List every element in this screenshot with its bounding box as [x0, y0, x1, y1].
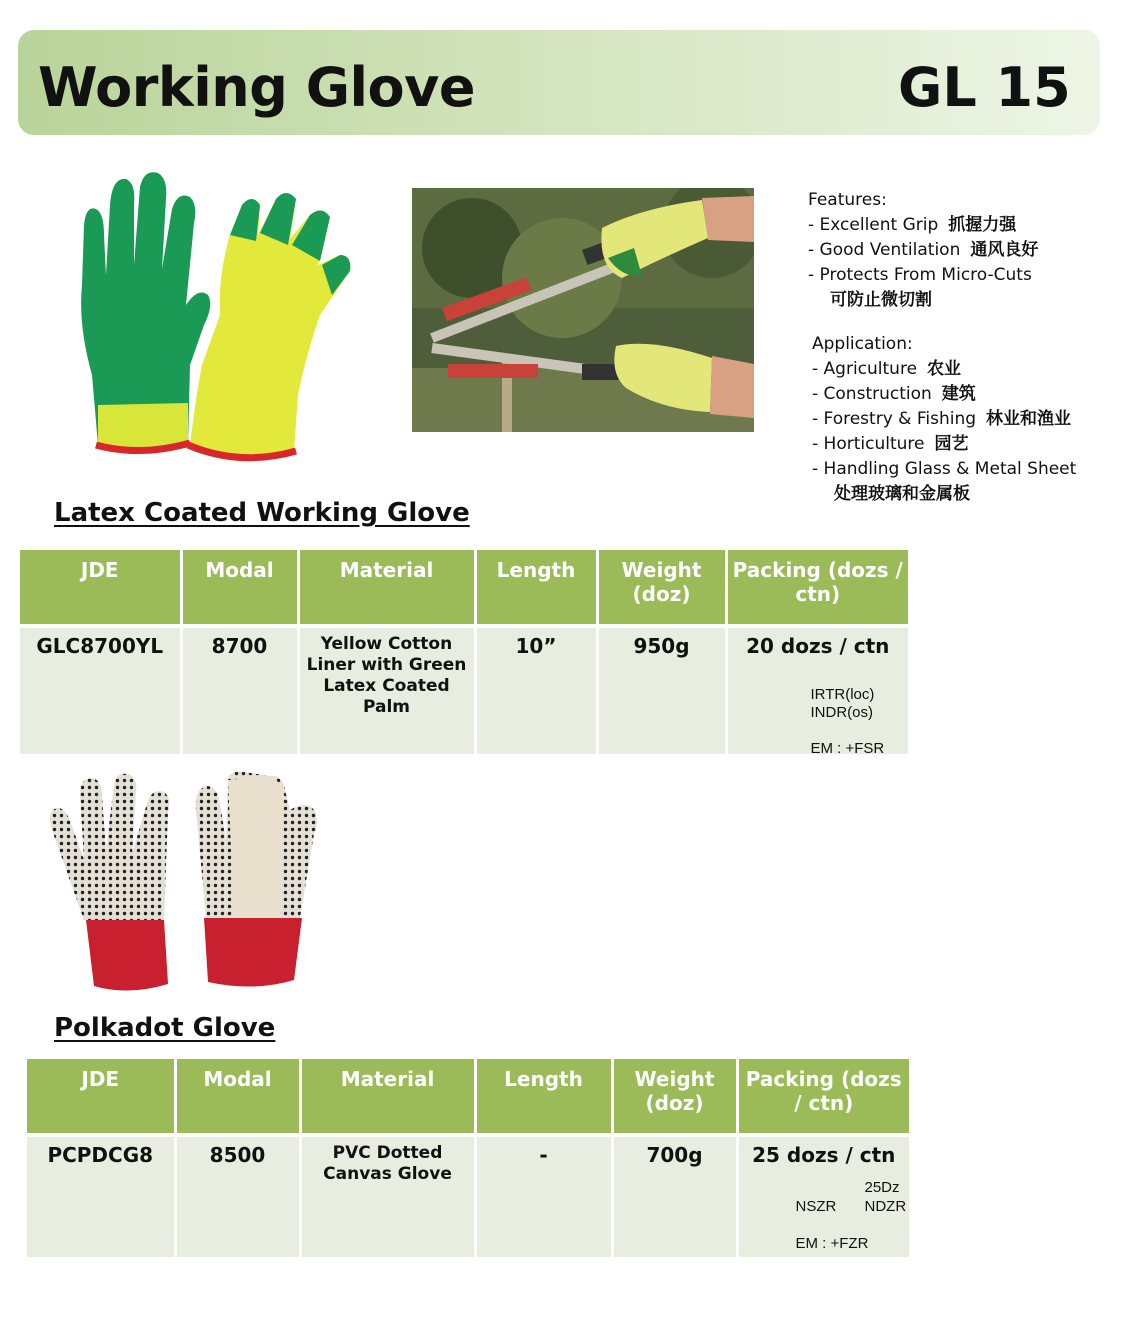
col-header-jde: JDE [27, 1059, 175, 1135]
col-header-packing: Packing (dozs / ctn) [737, 1059, 909, 1135]
packing-value: 20 dozs / ctn [746, 634, 890, 658]
application-list [812, 332, 1076, 507]
cell-length: - [475, 1135, 612, 1257]
features-list [808, 188, 1038, 313]
col-header-packing: Packing (dozs / ctn) [726, 550, 908, 626]
cell-material: Yellow Cotton Liner with Green Latex Coated Palm [298, 626, 475, 754]
cell-packing [737, 1135, 909, 1257]
latex-glove-image [70, 165, 390, 465]
feature-item-zh: 可防止微切割 [830, 290, 932, 310]
cell-material: PVC Dotted Canvas Glove [300, 1135, 475, 1257]
cell-modal: 8500 [175, 1135, 300, 1257]
note-em: EM : +FSR [810, 740, 885, 757]
col-header-material: Material [298, 550, 475, 626]
table-row [27, 1135, 909, 1257]
cell-jde: GLC8700YL [20, 626, 181, 754]
cell-packing [726, 626, 908, 757]
table-row [20, 626, 908, 754]
col-header-weight: Weight (doz) [612, 1059, 737, 1135]
cell-length: 10” [475, 626, 597, 754]
section-title-polkadot: Polkadot Glove [54, 1013, 276, 1043]
col-header-modal: Modal [175, 1059, 300, 1135]
note-ndzr: NDZR [864, 1198, 907, 1215]
feature-item: - Good Ventilation 通风良好 [808, 240, 1039, 260]
cell-weight: 700g [612, 1135, 737, 1257]
note-irtr: IRTR(loc) [810, 686, 875, 703]
note-indr: INDR(os) [810, 704, 873, 721]
col-header-length: Length [475, 1059, 612, 1135]
section-title-latex: Latex Coated Working Glove [54, 498, 470, 528]
cell-weight: 950g [597, 626, 726, 754]
cell-modal: 8700 [181, 626, 298, 754]
page-title: Working Glove [38, 56, 475, 119]
product-code: GL 15 [898, 56, 1071, 119]
feature-item: - Protects From Micro-Cuts [808, 265, 1032, 285]
feature-item: - Excellent Grip 抓握力强 [808, 215, 1017, 235]
col-header-material: Material [300, 1059, 475, 1135]
application-item: - Construction 建筑 [812, 384, 976, 404]
note-em: EM : +FZR [795, 1235, 869, 1252]
features-heading: Features: [808, 190, 887, 210]
note-25dz: 25Dz [864, 1179, 900, 1196]
application-item: - Forestry & Fishing 林业和渔业 [812, 409, 1072, 429]
polkadot-glove-image [44, 770, 324, 995]
packing-value: 25 dozs / ctn [752, 1143, 896, 1167]
application-item: - Horticulture 园艺 [812, 434, 969, 454]
col-header-length: Length [475, 550, 597, 626]
cell-jde: PCPDCG8 [27, 1135, 175, 1257]
col-header-weight: Weight (doz) [597, 550, 726, 626]
application-item: - Handling Glass & Metal Sheet [812, 459, 1077, 479]
application-item: - Agriculture 农业 [812, 359, 962, 379]
note-nszr: NSZR [795, 1198, 837, 1215]
polkadot-spec-table [27, 1059, 909, 1257]
col-header-jde: JDE [20, 550, 181, 626]
application-item-zh: 处理玻璃和金属板 [834, 484, 970, 504]
latex-spec-table [20, 550, 908, 757]
shears-photo [412, 188, 754, 432]
col-header-modal: Modal [181, 550, 298, 626]
application-heading: Application: [812, 334, 913, 354]
